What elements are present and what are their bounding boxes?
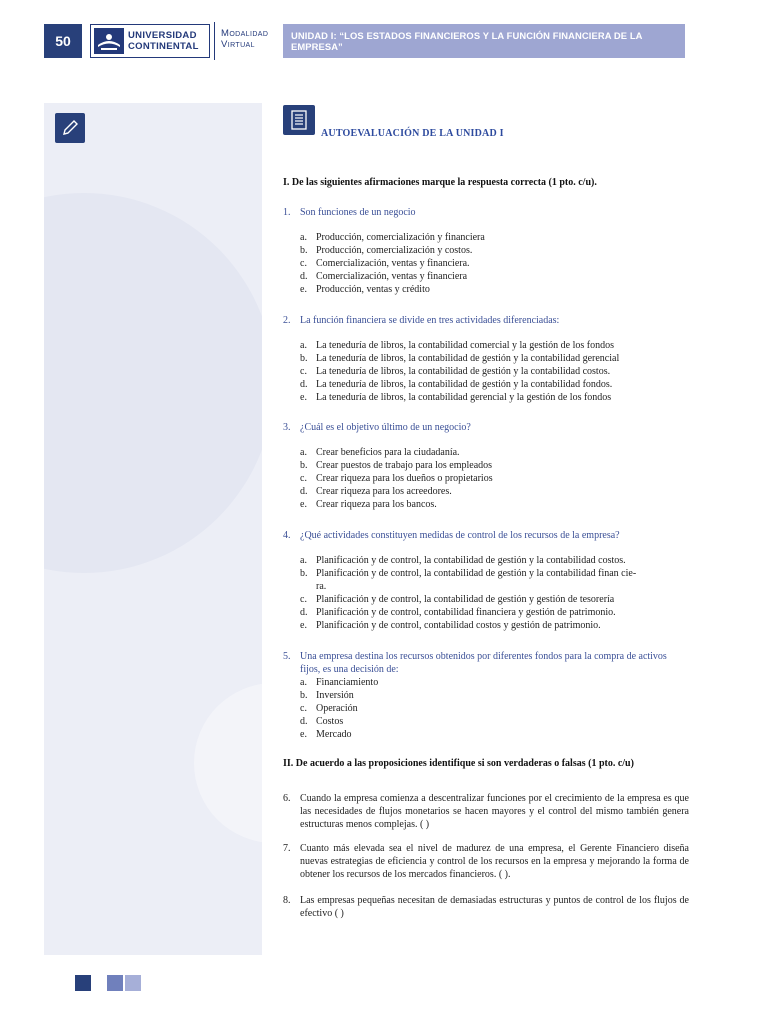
unit-title-bar	[283, 24, 685, 58]
item-text: Cuanto más elevada sea el nivel de madurez de una empresa, el Gerente Financiero diseña nuevas estrategias de eficiencia y control de los recursos en la empresa y mejorando la forma de obtener los recursos de los mercados financieros. ( ).	[300, 843, 689, 880]
answer-option: e. Crear riqueza para los bancos.	[300, 499, 437, 510]
footer-square	[107, 975, 123, 991]
modality-line-2: Virtual	[221, 39, 255, 50]
answer-option: a. Financiamiento	[300, 677, 379, 688]
question-1	[283, 206, 689, 296]
question-2	[283, 314, 689, 404]
question-text: Una empresa destina los recursos obtenidos por diferentes fondos para la compra de activos fijos, es una decisión de:	[300, 651, 667, 675]
item-number: 6.	[283, 793, 291, 804]
question-text: ¿Qué actividades constituyen medidas de control de los recursos de la empresa?	[300, 530, 620, 541]
answer-option: d. Comercialización, ventas y financiera	[300, 271, 468, 282]
question-number: 4.	[283, 530, 291, 541]
part-1-heading: I. De las siguientes afirmaciones marque la respuesta correcta (1 pto. c/u).	[283, 177, 597, 188]
header-divider	[214, 22, 215, 60]
sidebar-decoration	[44, 193, 262, 573]
pencil-icon	[55, 113, 85, 143]
answer-option: b. Crear puestos de trabajo para los empleados	[300, 460, 493, 471]
answer-option: e. La teneduría de libros, la contabilidad gerencial y la gestión de los fondos	[300, 392, 612, 403]
question-text: ¿Cuál es el objetivo último de un negocio?	[300, 422, 471, 433]
question-number: 3.	[283, 422, 291, 433]
answer-option: e. Mercado	[300, 729, 352, 740]
question-number: 2.	[283, 315, 291, 326]
question-5	[283, 650, 689, 741]
answer-option: d. Planificación y de control, contabilidad financiera y gestión de patrimonio.	[300, 607, 616, 618]
true-false-item-8	[283, 894, 689, 920]
footer-square	[75, 975, 91, 991]
modality-label	[221, 28, 268, 50]
answer-option: c. Operación	[300, 703, 358, 714]
part-2-heading: II. De acuerdo a las proposiciones identifique si son verdaderas o falsas (1 pto. c/u)	[283, 758, 634, 769]
answer-option: d. La teneduría de libros, la contabilidad de gestión y la contabilidad fondos.	[300, 379, 613, 390]
answer-option: d. Costos	[300, 716, 344, 727]
answer-option: a. Crear beneficios para la ciudadanía.	[300, 447, 460, 458]
answer-option: a. La teneduría de libros, la contabilidad comercial y la gestión de los fondos	[300, 340, 614, 351]
answer-option: c. Planificación y de control, la contabilidad de gestión y gestión de tesorería	[300, 594, 615, 605]
answer-option: c. Comercialización, ventas y financiera.	[300, 258, 470, 269]
question-3	[283, 421, 689, 511]
true-false-item-6	[283, 792, 689, 831]
answer-option: c. La teneduría de libros, la contabilidad de gestión y la contabilidad costos.	[300, 366, 611, 377]
answer-option: a. Planificación y de control, la contabilidad de gestión y la contabilidad costos.	[300, 555, 626, 566]
document-icon	[283, 105, 315, 135]
question-4	[283, 529, 689, 632]
logo-line-2: CONTINENTAL	[128, 41, 199, 52]
item-text: Las empresas pequeñas necesitan de demasiadas estructuras y puntos de control de los flujos de efectivo ( )	[300, 895, 689, 919]
question-number: 5.	[283, 651, 291, 662]
question-number: 1.	[283, 207, 291, 218]
logo-line-1: UNIVERSIDAD	[128, 30, 197, 41]
sidebar-decoration	[194, 683, 262, 843]
modality-line-1: Modalidad	[221, 28, 269, 39]
university-emblem-icon	[94, 28, 124, 54]
question-text: La función financiera se divide en tres actividades diferenciadas:	[300, 315, 560, 326]
page-number: 50	[44, 24, 82, 58]
answer-option: e. Producción, ventas y crédito	[300, 284, 430, 295]
answer-option: b. Inversión	[300, 690, 354, 701]
answer-option: c. Crear riqueza para los dueños o propietarios	[300, 473, 493, 484]
answer-option: a. Producción, comercialización y financiera	[300, 232, 485, 243]
answer-option: b. La teneduría de libros, la contabilidad de gestión y la contabilidad gerencial	[300, 353, 620, 364]
unit-title: UNIDAD I: “LOS ESTADOS FINANCIEROS Y LA FUNCIÓN FINANCIERA DE LA EMPRESA”	[291, 30, 643, 52]
answer-option: d. Crear riqueza para los acreedores.	[300, 486, 452, 497]
sidebar-panel	[44, 103, 262, 955]
section-title: AUTOEVALUACIÓN DE LA UNIDAD I	[321, 128, 504, 139]
footer-square	[125, 975, 141, 991]
university-logo	[90, 24, 210, 58]
item-text: Cuando la empresa comienza a descentralizar funciones por el crecimiento de la empresa es que las necesidades de flujos monetarios se hacen mayores y el control del mismo también genera estructuras menos complejas. ( )	[300, 793, 689, 830]
answer-option: b. Producción, comercialización y costos.	[300, 245, 473, 256]
item-number: 7.	[283, 843, 291, 854]
answer-option: e. Planificación y de control, contabilidad costos y gestión de patrimonio.	[300, 620, 601, 631]
true-false-item-7	[283, 842, 689, 881]
question-text: Son funciones de un negocio	[300, 207, 416, 218]
answer-option: ra.	[316, 581, 327, 592]
answer-option: b. Planificación y de control, la contabilidad de gestión y la contabilidad finan cie-	[300, 568, 637, 579]
item-number: 8.	[283, 895, 291, 906]
